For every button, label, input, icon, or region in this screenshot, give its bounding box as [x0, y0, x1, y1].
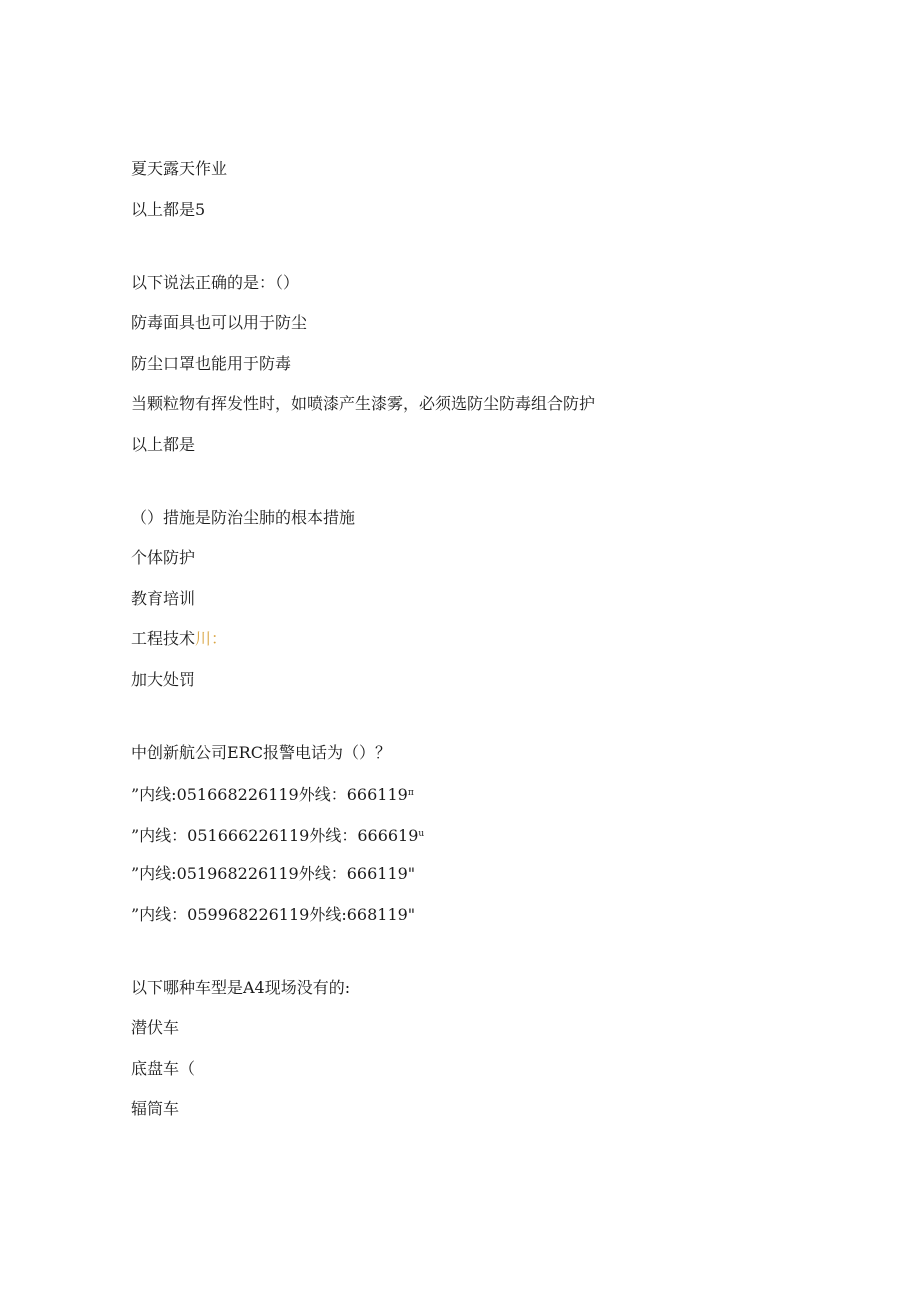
- question-text: 以下说法正确的是：（）: [131, 273, 300, 292]
- option-text: 加大处罚: [131, 670, 196, 689]
- option-text: 以上都是5: [131, 200, 206, 219]
- option-text: [131, 628, 227, 650]
- option-superscript: π: [407, 788, 414, 798]
- option-text: 防毒面具也可以用于防尘: [131, 313, 308, 332]
- option-annotation-text: 川：: [195, 629, 228, 648]
- option-text: 个体防护: [131, 548, 196, 567]
- question-text: 中创新航公司ERC报警电话为（）？: [131, 743, 391, 762]
- option-text: 防尘口罩也能用于防毒: [131, 354, 292, 373]
- option-text: 教育培训: [131, 589, 196, 608]
- option-text: ”内线：059968226119外线:668119": [131, 905, 416, 924]
- option-text: ”内线:051968226119外线：666119": [131, 864, 416, 883]
- option-main-text: 工程技术: [131, 629, 196, 648]
- option-text: 辐筒车: [131, 1099, 180, 1118]
- option-text: 潜伏车: [131, 1018, 180, 1037]
- option-superscript: u: [418, 829, 425, 839]
- question-text: 以下哪种车型是A4现场没有的:: [131, 978, 351, 997]
- option-text: 夏天露天作业: [131, 159, 228, 178]
- option-text: 以上都是: [131, 435, 196, 454]
- option-main-text: ”内线：051666226119外线：666619: [131, 826, 419, 845]
- option-text: [131, 823, 424, 847]
- option-text: 底盘车（: [131, 1059, 196, 1078]
- option-main-text: ”内线:051668226119外线：666119: [131, 785, 408, 804]
- option-text: 当颗粒物有挥发性时，如喷漆产生漆雾，必须选防尘防毒组合防护: [131, 394, 596, 413]
- option-text: [131, 782, 414, 806]
- question-text: （）措施是防治尘肺的根本措施: [131, 508, 356, 527]
